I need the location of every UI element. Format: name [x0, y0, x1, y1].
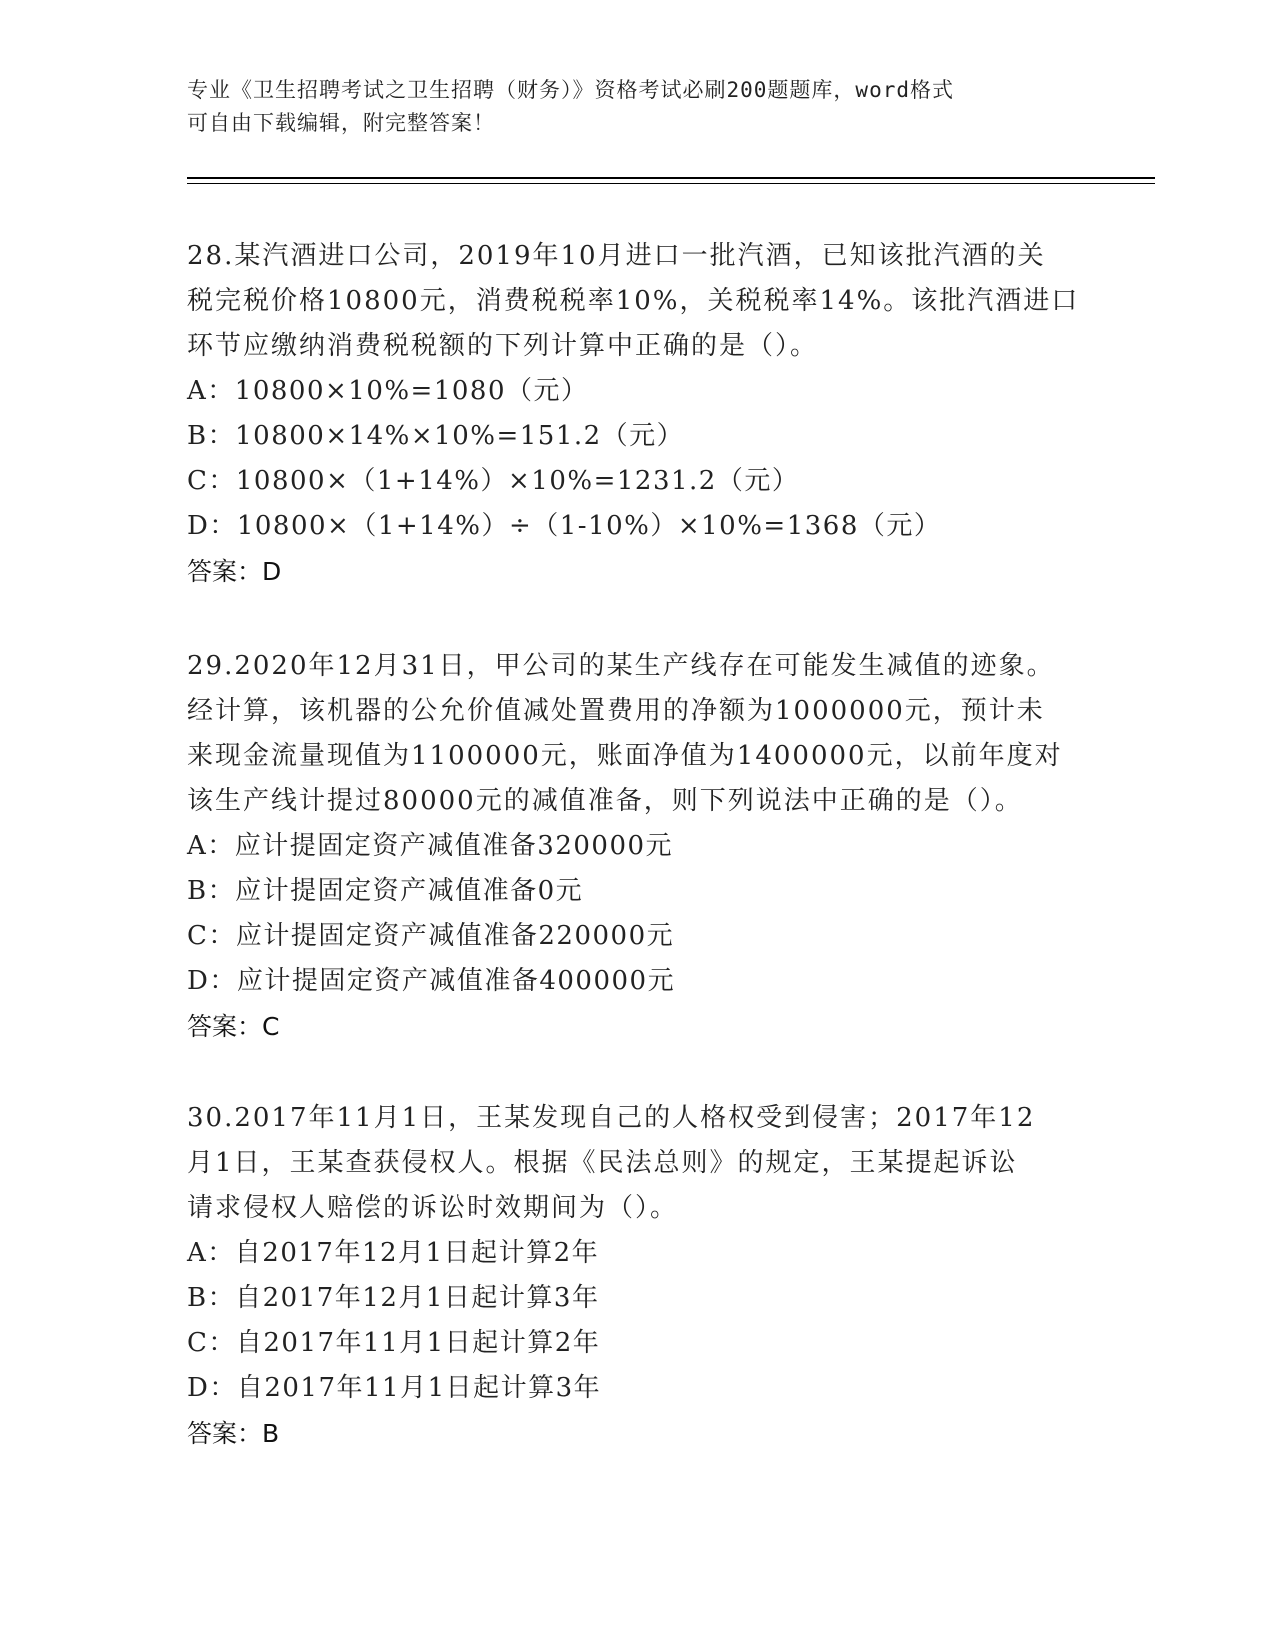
question-stem-line: 该生产线计提过80000元的减值准备，则下列说法中正确的是（）。 — [187, 786, 1023, 816]
option-d: D：应计提固定资产减值准备400000元 — [187, 966, 676, 996]
question-29 — [187, 644, 1087, 1049]
option-b: B：10800×14%×10%=151.2（元） — [187, 421, 685, 451]
question-stem-line: 经计算，该机器的公允价值减处置费用的净额为1000000元，预计未 — [187, 696, 1045, 726]
question-stem-line: 29.2020年12月31日，甲公司的某生产线存在可能发生减值的迹象。 — [187, 651, 1055, 681]
question-stem-line: 来现金流量现值为1100000元，账面净值为1400000元，以前年度对 — [187, 741, 1063, 771]
question-stem-line: 28.某汽酒进口公司，2019年10月进口一批汽酒，已知该批汽酒的关 — [187, 241, 1046, 271]
header-title-line-2: 可自由下载编辑，附完整答案！ — [187, 111, 495, 135]
option-d: D：10800×（1+14%）÷（1-10%）×10%=1368（元） — [187, 511, 942, 541]
option-c: C：应计提固定资产减值准备220000元 — [187, 921, 675, 951]
header-divider-thick — [187, 177, 1155, 179]
header-divider-thin — [187, 183, 1155, 184]
option-b: B：应计提固定资产减值准备0元 — [187, 876, 584, 906]
question-stem-line: 税完税价格10800元，消费税税率10%，关税税率14%。该批汽酒进口 — [187, 286, 1080, 316]
question-stem-line: 月1日，王某查获侵权人。根据《民法总则》的规定，王某提起诉讼 — [187, 1148, 1018, 1178]
option-d: D：自2017年11月1日起计算3年 — [187, 1373, 602, 1403]
question-28 — [187, 234, 1087, 594]
answer-label: 答案：B — [187, 1419, 280, 1448]
option-b: B：自2017年12月1日起计算3年 — [187, 1283, 600, 1313]
question-stem-line: 请求侵权人赔偿的诉讼时效期间为（）。 — [187, 1193, 679, 1223]
question-30 — [187, 1096, 1087, 1456]
document-header — [187, 74, 1067, 140]
option-c: C：自2017年11月1日起计算2年 — [187, 1328, 601, 1358]
question-stem-line: 环节应缴纳消费税税额的下列计算中正确的是（）。 — [187, 331, 819, 361]
option-c: C：10800×（1+14%）×10%=1231.2（元） — [187, 466, 800, 496]
answer-label: 答案：D — [187, 557, 282, 586]
question-stem-line: 30.2017年11月1日，王某发现自己的人格权受到侵害；2017年12 — [187, 1103, 1036, 1133]
option-a: A：应计提固定资产减值准备320000元 — [187, 831, 674, 861]
option-a: A：10800×10%=1080（元） — [187, 376, 589, 406]
option-a: A：自2017年12月1日起计算2年 — [187, 1238, 600, 1268]
answer-label: 答案：C — [187, 1012, 280, 1041]
header-title-line-1: 专业《卫生招聘考试之卫生招聘（财务）》资格考试必刷200题题库，word格式 — [187, 78, 954, 102]
